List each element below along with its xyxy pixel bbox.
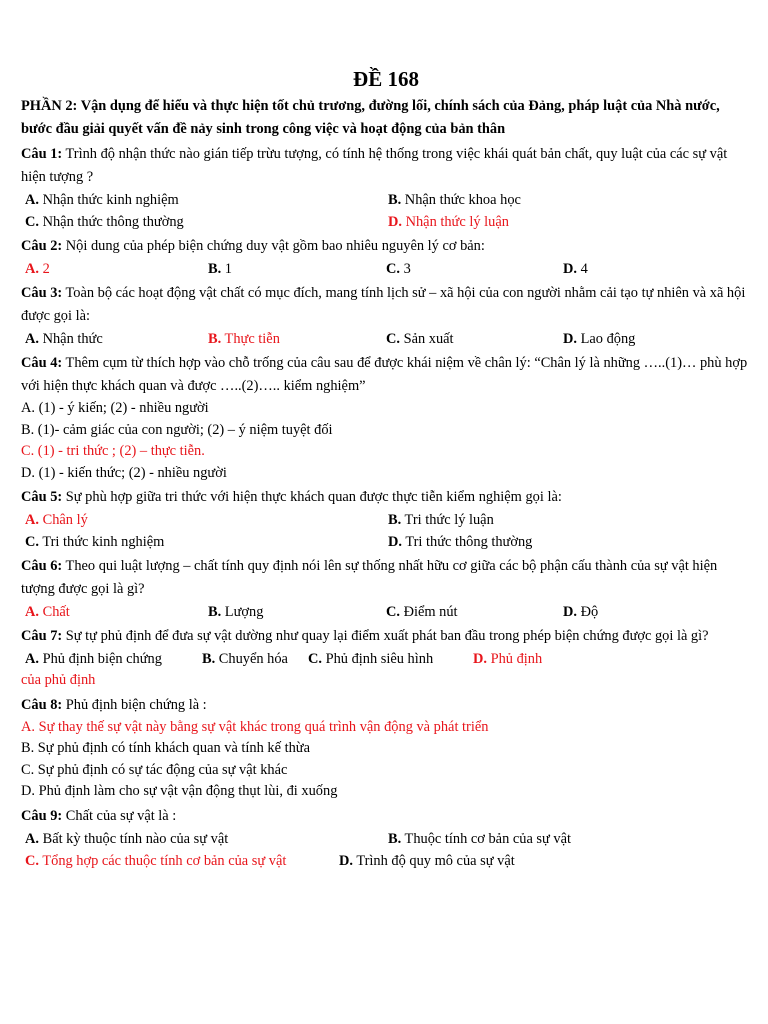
option-a-correct[interactable]: A. Chất (25, 604, 70, 620)
question-text: Nội dung của phép biện chứng duy vật gồm bao nhiêu nguyên lý cơ bản: (62, 238, 485, 254)
question-text: Chất của sự vật là : (62, 807, 177, 824)
option-b[interactable]: B. Tri thức lý luận (388, 512, 494, 528)
question-label: Câu 9: (21, 807, 63, 824)
option-b[interactable]: B. Thuộc tính cơ bản của sự vật (388, 830, 572, 847)
question-text: Toàn bộ các hoạt động vật chất có mục đích, mang tính lịch sử – xã hội của con người nhằm cải tạo tự nhiên và xã hội được gọi là: (21, 285, 746, 324)
options-row (21, 328, 751, 350)
option-a-correct[interactable]: A. Chân lý (25, 512, 88, 528)
option-c[interactable]: C. Sự phủ định có sự tác động của sự vật khác (21, 761, 288, 778)
option-d[interactable]: D. Trình độ quy mô của sự vật (339, 852, 515, 869)
option-b-correct[interactable]: B. Thực tiễn (208, 331, 280, 347)
question-label: Câu 7: (21, 628, 63, 644)
option-d-correct[interactable]: D. Nhận thức lý luận (388, 214, 509, 230)
options-row (21, 601, 751, 623)
options-row (21, 509, 751, 531)
exam-title: ĐỀ 168 (353, 67, 419, 91)
option-c-correct[interactable]: C. Tổng hợp các thuộc tính cơ bản của sự vật (25, 852, 287, 869)
option-d[interactable]: D. Tri thức thông thường (388, 534, 533, 550)
question-7 (21, 625, 751, 648)
option-d[interactable]: D. Phủ định làm cho sự vật vận động thụt lùi, đi xuống (21, 783, 338, 799)
question-5 (21, 486, 751, 509)
option-b[interactable]: B. Chuyển hóa (202, 651, 288, 667)
option-b[interactable]: B. (1)- cảm giác của con người; (2) – ý niệm tuyệt đối (21, 421, 333, 438)
option-a-correct[interactable]: A. Sự thay thế sự vật này bằng sự vật khác trong quá trình vận động và phát triển (21, 718, 489, 735)
options-row (21, 828, 751, 850)
option-a[interactable]: A. (1) - ý kiến; (2) - nhiều người (21, 400, 209, 416)
question-label: Câu 5: (21, 489, 63, 505)
question-2 (21, 235, 751, 258)
options-row (21, 648, 751, 670)
exam-document (21, 66, 751, 872)
question-text: Sự tự phủ định để đưa sự vật dường như quay lại điểm xuất phát ban đầu trong phép biện chứng được gọi là gì? (62, 628, 709, 644)
question-text: Thêm cụm từ thích hợp vào chỗ trống của câu sau để được khái niệm về chân lý: “Chân lý là những …..(1)… phù hợp với hiện thực khách quan và được …..(2)….. kiểm nghiệm” (21, 355, 748, 394)
question-text: Theo qui luật lượng – chất tính quy định nói lên sự thống nhất hữu cơ giữa các bộ phận cấu thành của sự vật hiện tượng được gọi là gì? (21, 558, 718, 597)
option-a[interactable]: A. Phủ định biện chứng (25, 651, 162, 667)
section-heading: PHẦN 2: Vận dụng để hiểu và thực hiện tốt chủ trương, đường lối, chính sách của Đảng, pháp luật của Nhà nước, bước đầu giải quyết vấn đề nảy sinh trong công việc và hoạt động của bản thân (21, 98, 720, 137)
options-row (21, 211, 751, 233)
question-text: Trình độ nhận thức nào gián tiếp trừu tượng, có tính hệ thống trong việc khái quát bản chất, quy luật của các sự vật hiện tượng ? (21, 146, 728, 185)
option-c[interactable]: C. Nhận thức thông thường (25, 214, 184, 230)
option-b[interactable]: B. Nhận thức khoa học (388, 192, 521, 208)
question-9 (21, 805, 751, 828)
option-c[interactable]: C. 3 (386, 261, 411, 277)
options-row (21, 850, 751, 872)
option-a[interactable]: A. Bất kỳ thuộc tính nào của sự vật (25, 830, 229, 847)
option-c[interactable]: C. Điểm nút (386, 604, 458, 620)
option-c-correct[interactable]: C. (1) - tri thức ; (2) – thực tiễn. (21, 443, 205, 459)
question-6 (21, 555, 751, 601)
option-b[interactable]: B. 1 (208, 261, 232, 277)
option-a[interactable]: A. Nhận thức (25, 331, 103, 347)
options-row (21, 258, 751, 280)
question-label: Câu 8: (21, 696, 63, 713)
option-d[interactable]: D. 4 (563, 261, 588, 277)
question-label: Câu 3: (21, 285, 63, 301)
question-label: Câu 6: (21, 558, 63, 574)
option-b[interactable]: B. Lượng (208, 604, 264, 620)
question-1 (21, 143, 751, 189)
question-label: Câu 2: (21, 238, 63, 254)
question-text: Phủ định biện chứng là : (62, 696, 207, 713)
option-c[interactable]: C. Tri thức kinh nghiệm (25, 534, 165, 550)
question-4 (21, 352, 751, 398)
option-c[interactable]: C. Phủ định siêu hình (308, 651, 434, 667)
option-d-correct[interactable]: D. Phủ định (473, 651, 543, 667)
question-3 (21, 282, 751, 328)
option-d[interactable]: D. (1) - kiến thức; (2) - nhiều người (21, 464, 227, 481)
option-b[interactable]: B. Sự phủ định có tính khách quan và tính kế thừa (21, 740, 310, 756)
option-a[interactable]: A. Nhận thức kinh nghiệm (25, 192, 179, 208)
question-text: Sự phù hợp giữa tri thức với hiện thực khách quan được thực tiễn kiểm nghiệm gọi là: (62, 489, 562, 505)
question-label: Câu 1: (21, 146, 63, 162)
option-c[interactable]: C. Sản xuất (386, 331, 454, 347)
option-d[interactable]: D. Lao động (563, 331, 636, 347)
option-d-continuation[interactable]: của phủ định (21, 672, 96, 688)
question-label: Câu 4: (21, 355, 63, 371)
option-d[interactable]: D. Độ (563, 604, 599, 620)
options-row (21, 189, 751, 211)
options-row (21, 531, 751, 553)
option-a-correct[interactable]: A. 2 (25, 261, 50, 277)
question-8 (21, 694, 751, 717)
